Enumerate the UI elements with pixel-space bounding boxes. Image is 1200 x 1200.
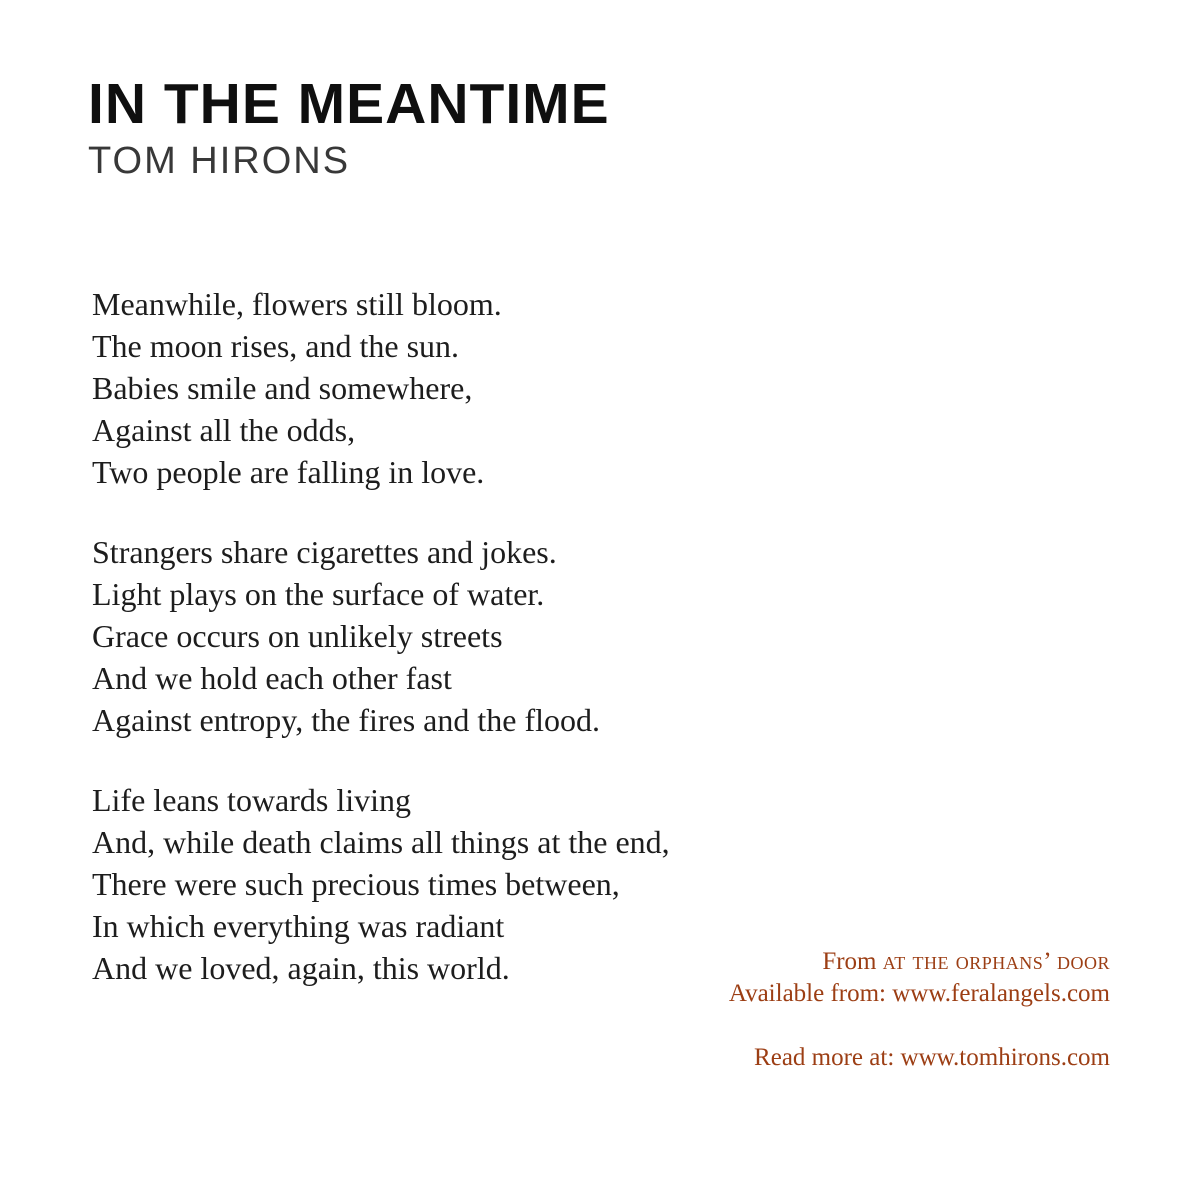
footer-attribution <box>729 946 1110 1074</box>
poem-line: Against all the odds, <box>92 412 356 448</box>
source-prefix: From <box>822 948 883 975</box>
header <box>88 72 610 182</box>
poem-line: Two people are falling in love. <box>92 454 485 490</box>
stanza-3 <box>92 779 670 989</box>
poem-line: And, while death claims all things at the end, <box>92 824 670 860</box>
stanza-1 <box>92 283 670 493</box>
poem-line: Meanwhile, flowers still bloom. <box>92 286 502 322</box>
read-more-line: Read more at: www.tomhirons.com <box>754 1044 1110 1071</box>
poem-body <box>92 283 670 989</box>
poem-line: And we loved, again, this world. <box>92 950 510 986</box>
poem-line: Light plays on the surface of water. <box>92 576 545 612</box>
poem-line: And we hold each other fast <box>92 660 452 696</box>
availability-line: Available from: www.feralangels.com <box>728 980 1110 1007</box>
poem-line: Babies smile and somewhere, <box>92 370 473 406</box>
poem-line: There were such precious times between, <box>92 866 620 902</box>
page-title: IN THE MEANTIME <box>88 72 610 136</box>
poem-line: In which everything was radiant <box>92 908 505 944</box>
author-name: TOM HIRONS <box>88 140 351 182</box>
stanza-2 <box>92 531 670 741</box>
source-line <box>729 946 1110 978</box>
poem-line: Life leans towards living <box>92 782 412 818</box>
poem-line: Strangers share cigarettes and jokes. <box>92 534 557 570</box>
source-book-title: at the orphans’ door <box>882 948 1110 975</box>
poem-line: Against entropy, the fires and the flood. <box>92 702 601 738</box>
poem-line: Grace occurs on unlikely streets <box>92 618 503 654</box>
poem-line: The moon rises, and the sun. <box>92 328 460 364</box>
